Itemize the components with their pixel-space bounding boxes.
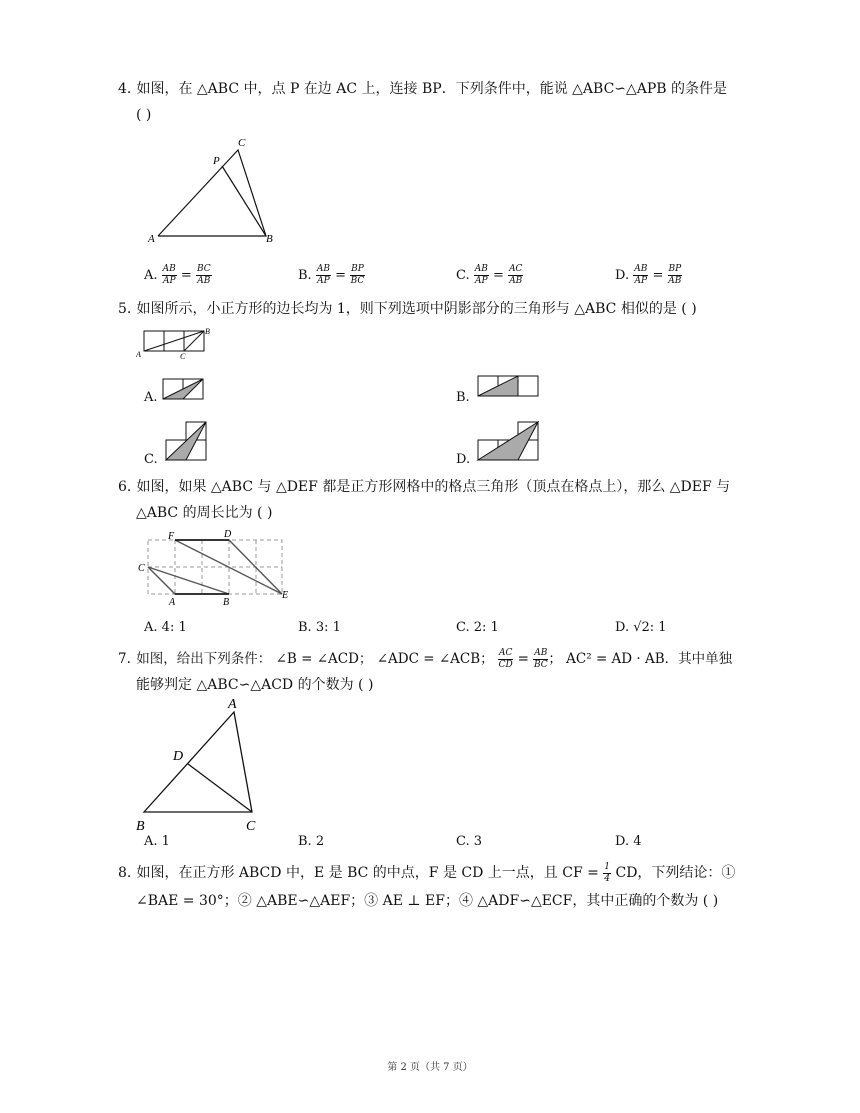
label-c: C [238, 137, 246, 149]
q6-option-c[interactable]: C. 2: 1 [456, 620, 499, 635]
svg-text:B: B [223, 597, 230, 608]
question-6-line2: △ABC 的周长比为 ( ) [136, 505, 273, 521]
q7-option-a[interactable]: A. 1 [144, 834, 170, 849]
svg-text:A: A [136, 350, 141, 359]
q6-option-d[interactable]: D. √2: 1 [615, 620, 667, 635]
q6-option-b[interactable]: B. 3: 1 [298, 620, 341, 635]
q4-triangle-figure [140, 134, 290, 250]
condition-2: ∠ADC = ∠ACB； [376, 651, 494, 667]
condition-1: ∠B = ∠ACD； [275, 651, 373, 667]
q5-option-a[interactable]: A. [144, 390, 158, 405]
question-5 [118, 296, 768, 322]
condition-4: AC² = AD · AB．其中单独 [566, 651, 733, 667]
svg-text:E: E [282, 590, 289, 601]
question-7: 7. 如图，给出下列条件： ∠B = ∠ACD； ∠ADC = ∠ACB； $\frac{AC}{CD}$ = $\frac{AB}{BC}$ ； AC² = AD · AB．其中单独 [118, 648, 733, 670]
q4-option-c[interactable]: C. $\frac{AB}{AP}$ = $\frac{AC}{AB}$ [456, 264, 523, 286]
label-p: P [213, 155, 220, 167]
question-7-line2: 能够判定 △ABC∽△ACD 的个数为 ( ) [136, 677, 374, 693]
question-number: 7. [118, 651, 131, 667]
svg-text:C: C [180, 352, 186, 360]
condition-3: $\frac{AC}{CD}$ = $\frac{AB}{BC}$ ； [498, 648, 562, 670]
question-4-paren: ( ) [136, 107, 152, 123]
question-number: 8. [118, 865, 132, 881]
q7-triangle-figure [126, 694, 276, 834]
svg-text:A: A [169, 597, 176, 608]
question-text: 如图所示，小正方形的边长均为 1，则下列选项中阴影部分的三角形与 △ABC 相似的是 ( ) [136, 301, 697, 317]
question-4 [118, 76, 768, 102]
svg-text:B: B [205, 327, 210, 336]
q4-option-b[interactable]: B. $\frac{AB}{AP}$ = $\frac{BP}{BC}$ [298, 264, 365, 286]
q5-option-d[interactable]: D. [456, 452, 471, 467]
q5-option-b[interactable]: B. [456, 390, 470, 405]
svg-text:D: D [173, 749, 184, 764]
question-number: 4. [118, 81, 132, 97]
q5-option-c[interactable]: C. [144, 452, 158, 467]
svg-text:C: C [138, 563, 145, 574]
q4-option-a[interactable]: A. $\frac{AB}{AP}$ = $\frac{BC}{AB}$ [144, 264, 211, 286]
q5-option-d-figure [476, 420, 542, 464]
q5-option-b-figure [476, 374, 542, 398]
q7-option-d[interactable]: D. 4 [615, 834, 642, 849]
svg-text:B: B [136, 819, 145, 834]
question-number: 6. [118, 479, 132, 495]
label-b: B [266, 233, 273, 245]
q6-grid-figure [136, 528, 296, 610]
label-a: A [148, 233, 155, 245]
q7-option-b[interactable]: B. 2 [298, 834, 325, 849]
question-6 [118, 474, 768, 500]
question-number: 5. [118, 301, 132, 317]
svg-text:A: A [228, 697, 237, 712]
q7-option-c[interactable]: C. 3 [456, 834, 483, 849]
svg-text:F: F [168, 531, 175, 542]
q6-option-a[interactable]: A. 4: 1 [144, 620, 187, 635]
q5-reference-figure [136, 326, 216, 360]
question-text: 如图，在 △ABC 中，点 P 在边 AC 上，连接 BP．下列条件中，能说 △ABC∽△APB 的条件是 [136, 81, 728, 97]
svg-text:C: C [246, 819, 256, 834]
page-footer: 第 2 页（共 7 页） [387, 1062, 473, 1073]
question-8-line2: ∠BAE = 30°；② △ABE∽△AEF；③ AE ⊥ EF；④ △ADF∽△ECF，其中正确的个数为 ( ) [136, 893, 719, 909]
question-text: 如图，如果 △ABC 与 △DEF 都是正方形网格中的格点三角形（顶点在格点上），那么 △DEF 与 [136, 479, 731, 495]
q4-option-d[interactable]: D. $\frac{AB}{AP}$ = $\frac{BP}{AB}$ [615, 264, 682, 286]
q5-option-a-figure [162, 378, 206, 402]
svg-text:D: D [224, 529, 232, 540]
question-8: 8. 如图，在正方形 ABCD 中，E 是 BC 的中点，F 是 CD 上一点，且 CF = $\frac{1}{4}$ CD，下列结论：① [118, 860, 768, 886]
q5-option-c-figure [164, 420, 210, 464]
